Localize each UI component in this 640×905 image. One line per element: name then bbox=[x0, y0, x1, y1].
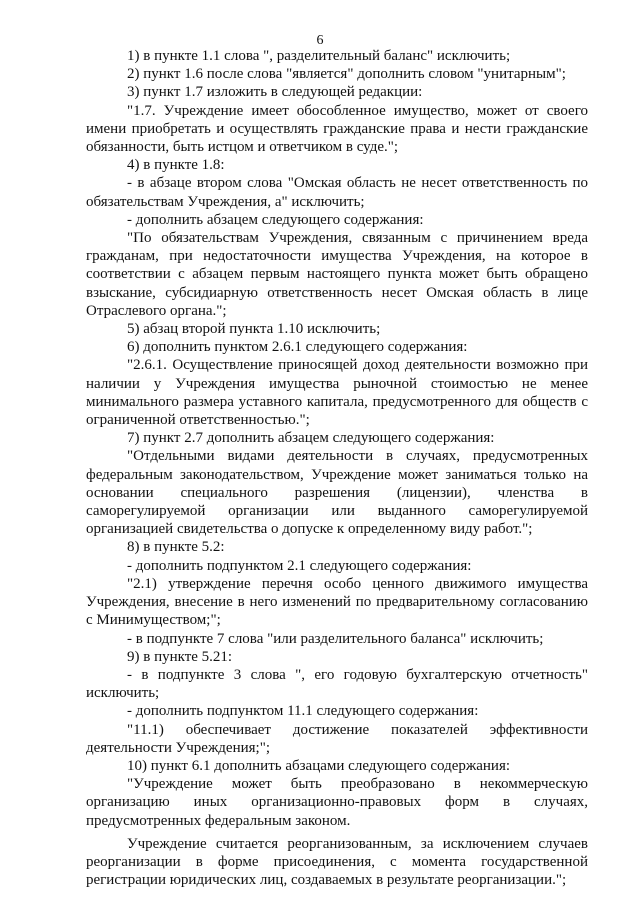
paragraph: Учреждение считается реорганизованным, за исключением случаев реорганизации в форме присоединения, с момента государственной регистрации юридических лиц, создаваемых в результате реорганизации."; bbox=[86, 835, 588, 889]
paragraph: - дополнить подпунктом 11.1 следующего содержания: bbox=[127, 703, 479, 720]
paragraph: - дополнить подпунктом 2.1 следующего содержания: bbox=[127, 557, 472, 574]
paragraph: - дополнить абзацем следующего содержания: bbox=[127, 211, 424, 228]
paragraph: 7) пункт 2.7 дополнить абзацем следующего содержания: bbox=[127, 430, 495, 447]
paragraph: - в подпункте 7 слова "или разделительного баланса" исключить; bbox=[127, 630, 544, 647]
paragraph: "2.6.1. Осуществление приносящей доход деятельности возможно при наличии у Учреждения имущества рыночной стоимостью не менее минимального размера уставного капитала, предусмотренного для обществ с ограниченной ответственностью."; bbox=[86, 357, 588, 429]
paragraph: 6) дополнить пунктом 2.6.1 следующего содержания: bbox=[127, 339, 468, 356]
paragraph: - в подпункте 3 слова ", его годовую бухгалтерскую отчетность" исключить; bbox=[86, 666, 588, 702]
paragraph: 8) в пункте 5.2: bbox=[127, 539, 225, 556]
paragraph: "Учреждение может быть преобразовано в некоммерческую организацию иных организационно-правовых форм в случаях, предусмотренных федеральным законом. bbox=[86, 776, 588, 829]
paragraph: "1.7. Учреждение имеет обособленное имущество, может от своего имени приобретать и осуществлять гражданские права и нести гражданские обязанности, быть истцом и ответчиком в суде."; bbox=[86, 102, 588, 156]
paragraph: 1) в пункте 1.1 слова ", разделительный баланс" исключить; bbox=[127, 48, 511, 64]
paragraph: 9) в пункте 5.21: bbox=[127, 648, 233, 665]
paragraph: "Отдельными видами деятельности в случаях, предусмотренных федеральным законодательством, Учреждение может заниматься только на основании специального разрешения (лицензии), членства в саморегулируемой организации или выданного саморегулируемой организацией свидетельства о допуске к определенному виду работ."; bbox=[86, 448, 588, 538]
paragraph: "2.1) утверждение перечня особо ценного движимого имущества Учреждения, внесение в него изменений по предварительному согласованию с Минимуществом;"; bbox=[86, 575, 588, 629]
paragraph: 2) пункт 1.6 после слова "является" дополнить словом "унитарным"; bbox=[127, 66, 566, 83]
paragraph: "По обязательствам Учреждения, связанным с причинением вреда гражданам, при недостаточности имущества Учреждения, на которое в соответствии с абзацем первым настоящего пункта может быть обращено взыскание, субсидиарную ответственность несет Омская область в лице Отраслевого органа."; bbox=[86, 230, 588, 319]
paragraph: 3) пункт 1.7 изложить в следующей редакции: bbox=[127, 84, 423, 101]
paragraph: - в абзаце втором слова "Омская область не несет ответственность по обязательствам Учреждения, а" исключить; bbox=[86, 175, 588, 210]
paragraph: 10) пункт 6.1 дополнить абзацами следующего содержания: bbox=[127, 757, 511, 774]
paragraph: "11.1) обеспечивает достижение показателей эффективности деятельности Учреждения;"; bbox=[86, 721, 588, 756]
page-number: 6 bbox=[316, 33, 324, 48]
document-body bbox=[86, 47, 588, 889]
paragraph: 5) абзац второй пункта 1.10 исключить; bbox=[127, 321, 381, 338]
paragraph: 4) в пункте 1.8: bbox=[127, 157, 225, 174]
